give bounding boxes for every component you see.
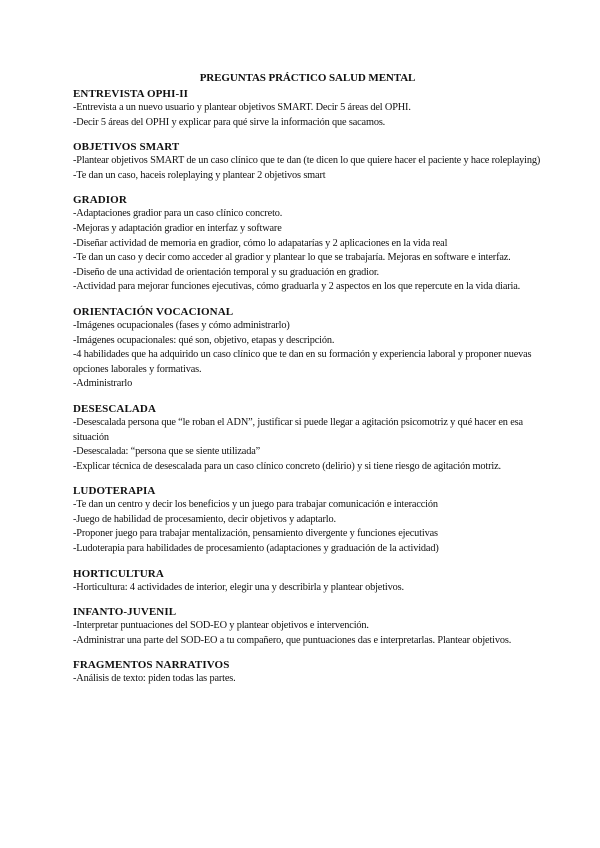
section-heading: GRADIOR bbox=[73, 194, 127, 207]
question-item: -Proponer juego para trabajar mentalización, pensamiento divergente y funciones ejecutivas bbox=[73, 528, 438, 540]
question-item: -Te dan un caso y decir como acceder al gradior y plantear lo que se trabajaría. Mejoras en software e interfaz. bbox=[73, 252, 511, 264]
question-item: -Te dan un caso, haceis roleplaying y plantear 2 objetivos smart bbox=[73, 169, 326, 181]
section bbox=[73, 193, 542, 295]
question-item: -Imágenes ocupacionales: qué son, objetivo, etapas y descripción. bbox=[73, 334, 335, 346]
question-item: -Juego de habilidad de procesamiento, decir objetivos y adaptarlo. bbox=[73, 513, 336, 525]
question-item: -Te dan un centro y decir los beneficios y un juego para trabajar comunicación e interacción bbox=[73, 499, 438, 511]
section-heading: ENTREVISTA OPHI-II bbox=[73, 88, 188, 100]
question-item: -Explicar técnica de desescalada para un caso clínico concreto (delirio) y si tiene riesgo de agitación motriz. bbox=[73, 460, 501, 472]
question-item: -Administrarlo bbox=[73, 378, 133, 390]
question-item: -Interpretar puntuaciones del SOD-EO y plantear objetivos e intervención. bbox=[73, 620, 369, 632]
question-item: -Diseño de una actividad de orientación temporal y su graduación en gradior. bbox=[73, 266, 379, 278]
section-heading: LUDOTERAPIA bbox=[73, 485, 156, 498]
sections-container bbox=[73, 87, 542, 687]
question-item: -Diseñar actividad de memoria en gradior, cómo lo adapatarías y 2 aplicaciones en la vida real bbox=[73, 237, 448, 249]
section-heading: HORTICULTURA bbox=[73, 567, 164, 580]
section-heading: FRAGMENTOS NARRATIVOS bbox=[73, 659, 230, 672]
section-heading: INFANTO-JUVENIL bbox=[73, 606, 177, 619]
document-title: PREGUNTAS PRÁCTICO SALUD MENTAL bbox=[199, 72, 416, 84]
section bbox=[73, 305, 542, 392]
question-item: -4 habilidades que ha adquirido un caso clínico que te dan en su formación y experiencia laboral y proponer nuevas opciones laborales y formativas. bbox=[73, 349, 532, 375]
question-item: -Horticultura: 4 actividades de interior, elegir una y describirla y plantear objetivos. bbox=[73, 581, 404, 593]
section bbox=[73, 658, 542, 687]
question-item: -Plantear objetivos SMART de un caso clínico que te dan (te dicen lo que quiere hacer el paciente y hace roleplaying) bbox=[73, 155, 541, 167]
question-item: -Decir 5 áreas del OPHI y explicar para qué sirve la información que sacamos. bbox=[73, 116, 386, 128]
section-heading: OBJETIVOS SMART bbox=[73, 141, 180, 154]
question-item: -Actividad para mejorar funciones ejecutivas, cómo graduarla y 2 aspectos en los que repercute en la vida diaria. bbox=[73, 281, 521, 293]
question-item: -Mejoras y adaptación gradior en interfaz y software bbox=[73, 222, 282, 234]
question-item: -Análisis de texto: piden todas las partes. bbox=[73, 673, 236, 685]
section bbox=[73, 605, 542, 648]
question-item: -Entrevista a un nuevo usuario y plantear objetivos SMART. Decir 5 áreas del OPHI. bbox=[73, 102, 411, 113]
section-heading: DESESCALADA bbox=[73, 402, 157, 415]
section bbox=[73, 87, 542, 130]
question-item: -Desescalada persona que “le roban el ADN”, justificar si puede llegar a agitación psicomotriz y qué hacer en esa situación bbox=[73, 416, 523, 443]
question-item: -Desescalada: “persona que se siente utilizada” bbox=[73, 446, 261, 458]
section bbox=[73, 140, 542, 183]
section bbox=[73, 567, 542, 596]
section-heading: ORIENTACIÓN VOCACIONAL bbox=[73, 305, 234, 318]
section bbox=[73, 402, 542, 474]
section bbox=[73, 484, 542, 556]
question-item: -Imágenes ocupacionales (fases y cómo administrarlo) bbox=[73, 319, 290, 331]
question-item: -Administrar una parte del SOD-EO a tu compañero, que puntuaciones das e interpretarlas. Plantear objetivos. bbox=[73, 634, 512, 646]
question-item: -Adaptaciones gradior para un caso clínico concreto. bbox=[73, 208, 283, 220]
question-item: -Ludoterapia para habilidades de procesamiento (adaptaciones y graduación de la actividad) bbox=[73, 543, 439, 555]
